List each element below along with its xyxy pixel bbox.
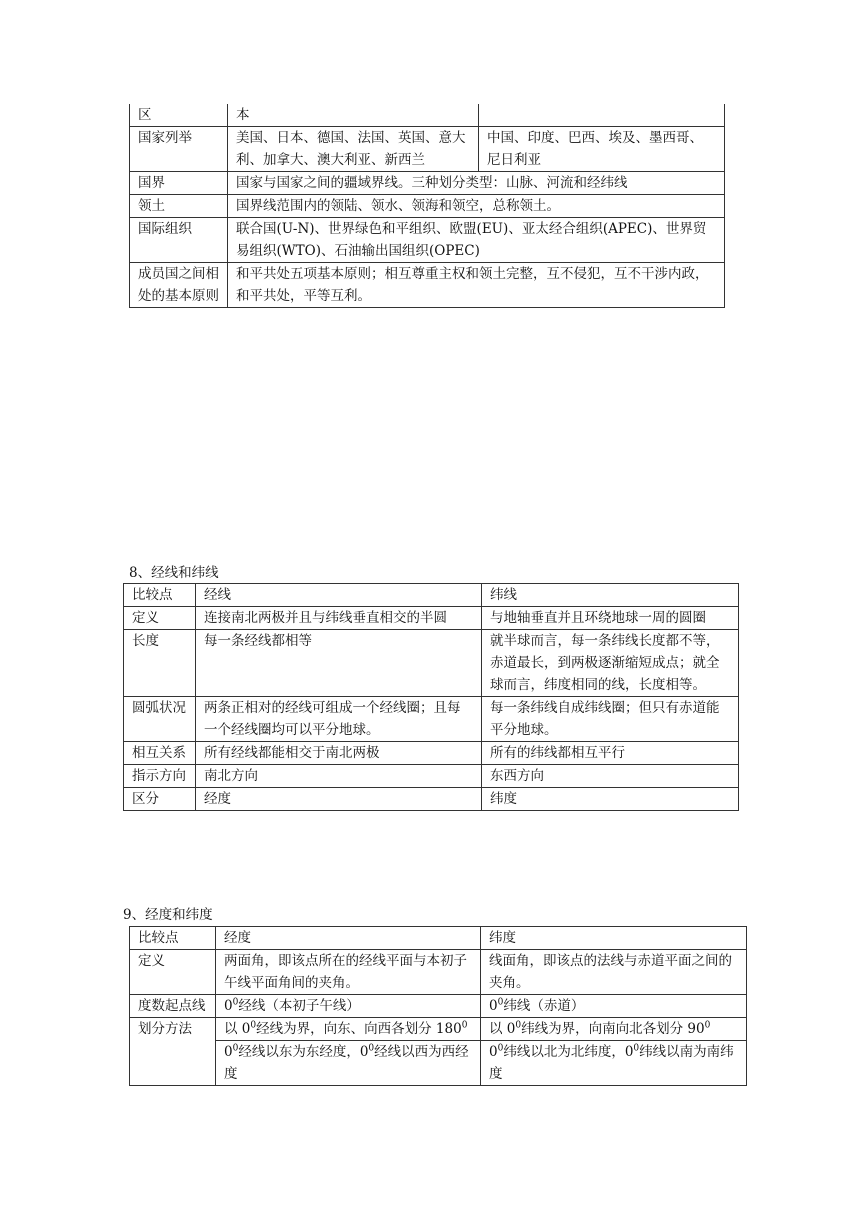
table-cell: 线面角，即该点的法线与赤道平面之间的夹角。 xyxy=(481,950,747,995)
table-cell: 国界线范围内的领陆、领水、领海和领空，总称领土。 xyxy=(228,195,725,218)
table-row xyxy=(130,950,747,995)
table-cell: 所有经线都能相交于南北两极 xyxy=(196,742,482,765)
table-cell: 本 xyxy=(228,104,479,127)
row-label: 圆弧状况 xyxy=(124,697,196,742)
row-label: 国界 xyxy=(130,172,228,195)
table-cell: 经度 xyxy=(196,788,482,811)
table-cell: 南北方向 xyxy=(196,765,482,788)
table-row xyxy=(130,1041,747,1086)
table-row xyxy=(130,195,725,218)
row-label: 度数起点线 xyxy=(130,995,216,1018)
table-row xyxy=(124,765,739,788)
table-cell: 两面角，即该点所在的经线平面与本初子午线平面角间的夹角。 xyxy=(216,950,481,995)
row-label: 相互关系 xyxy=(124,742,196,765)
row-label: 划分方法 xyxy=(130,1018,216,1086)
table-cell: 所有的纬线都相互平行 xyxy=(482,742,739,765)
table-cell: $0^0$纬线以北为北纬度，$0^0$纬线以南为南纬度 xyxy=(481,1041,747,1086)
row-label: 长度 xyxy=(124,630,196,697)
table-cell: 每一条纬线自成纬线圈；但只有赤道能平分地球。 xyxy=(482,697,739,742)
table-row xyxy=(124,630,739,697)
column-header: 纬线 xyxy=(482,584,739,607)
row-label: 指示方向 xyxy=(124,765,196,788)
table-cell: 以 $0^0$经线为界，向东、向西各划分 $180^0$ xyxy=(216,1018,481,1041)
table-row xyxy=(124,788,739,811)
table-cell: 就半球而言，每一条纬线长度都不等，赤道最长，到两极逐渐缩短成点；就全球而言，纬度相同的线，长度相等。 xyxy=(482,630,739,697)
table-row xyxy=(130,1018,747,1041)
table-header-row xyxy=(130,927,747,950)
table-row xyxy=(124,697,739,742)
row-label: 定义 xyxy=(130,950,216,995)
column-header: 经线 xyxy=(196,584,482,607)
row-label: 国际组织 xyxy=(130,218,228,263)
section-heading-9: 9、经度和纬度 xyxy=(123,907,213,923)
column-header: 经度 xyxy=(216,927,481,950)
table-row xyxy=(130,104,725,127)
table-row xyxy=(130,995,747,1018)
table-cell: 联合国(U-N)、世界绿色和平组织、欧盟(EU)、亚太经合组织(APEC)、世界贸易组织(WTO)、石油输出国组织(OPEC) xyxy=(228,218,725,263)
table-cell: 以 $0^0$纬线为界，向南向北各划分 $90^0$ xyxy=(481,1018,747,1041)
table-cell xyxy=(479,104,725,127)
table-cell: $0^0$纬线（赤道） xyxy=(481,995,747,1018)
table-row xyxy=(130,218,725,263)
table-cell: $0^0$经线（本初子午线） xyxy=(216,995,481,1018)
column-header: 比较点 xyxy=(130,927,216,950)
table-row xyxy=(124,742,739,765)
column-header: 比较点 xyxy=(124,584,196,607)
country-comparison-table xyxy=(129,104,725,308)
section-heading-8: 8、经线和纬线 xyxy=(129,565,219,581)
table-row xyxy=(130,127,725,172)
table-cell: 连接南北两极并且与纬线垂直相交的半圆 xyxy=(196,607,482,630)
row-label: 定义 xyxy=(124,607,196,630)
table-row xyxy=(130,263,725,308)
table-cell: $0^0$经线以东为东经度，$0^0$经线以西为西经度 xyxy=(216,1041,481,1086)
table-cell: 区 xyxy=(130,104,228,127)
table-cell: 与地轴垂直并且环绕地球一周的圆圈 xyxy=(482,607,739,630)
row-label: 领土 xyxy=(130,195,228,218)
row-label: 区分 xyxy=(124,788,196,811)
row-label: 成员国之间相处的基本原则 xyxy=(130,263,228,308)
meridian-parallel-table xyxy=(123,583,739,811)
table-cell: 东西方向 xyxy=(482,765,739,788)
longitude-latitude-table xyxy=(129,926,747,1086)
table-row xyxy=(124,607,739,630)
table-cell: 中国、印度、巴西、埃及、墨西哥、尼日利亚 xyxy=(479,127,725,172)
table-cell: 和平共处五项基本原则；相互尊重主权和领土完整，互不侵犯，互不干涉内政，和平共处，平等互利。 xyxy=(228,263,725,308)
table-header-row xyxy=(124,584,739,607)
table-row xyxy=(130,172,725,195)
table-cell: 国家与国家之间的疆域界线。三种划分类型：山脉、河流和经纬线 xyxy=(228,172,725,195)
table-cell: 纬度 xyxy=(482,788,739,811)
column-header: 纬度 xyxy=(481,927,747,950)
table-cell: 每一条经线都相等 xyxy=(196,630,482,697)
row-label: 国家列举 xyxy=(130,127,228,172)
table-cell: 美国、日本、德国、法国、英国、意大利、加拿大、澳大利亚、新西兰 xyxy=(228,127,479,172)
table-cell: 两条正相对的经线可组成一个经线圈；且每一个经线圈均可以平分地球。 xyxy=(196,697,482,742)
